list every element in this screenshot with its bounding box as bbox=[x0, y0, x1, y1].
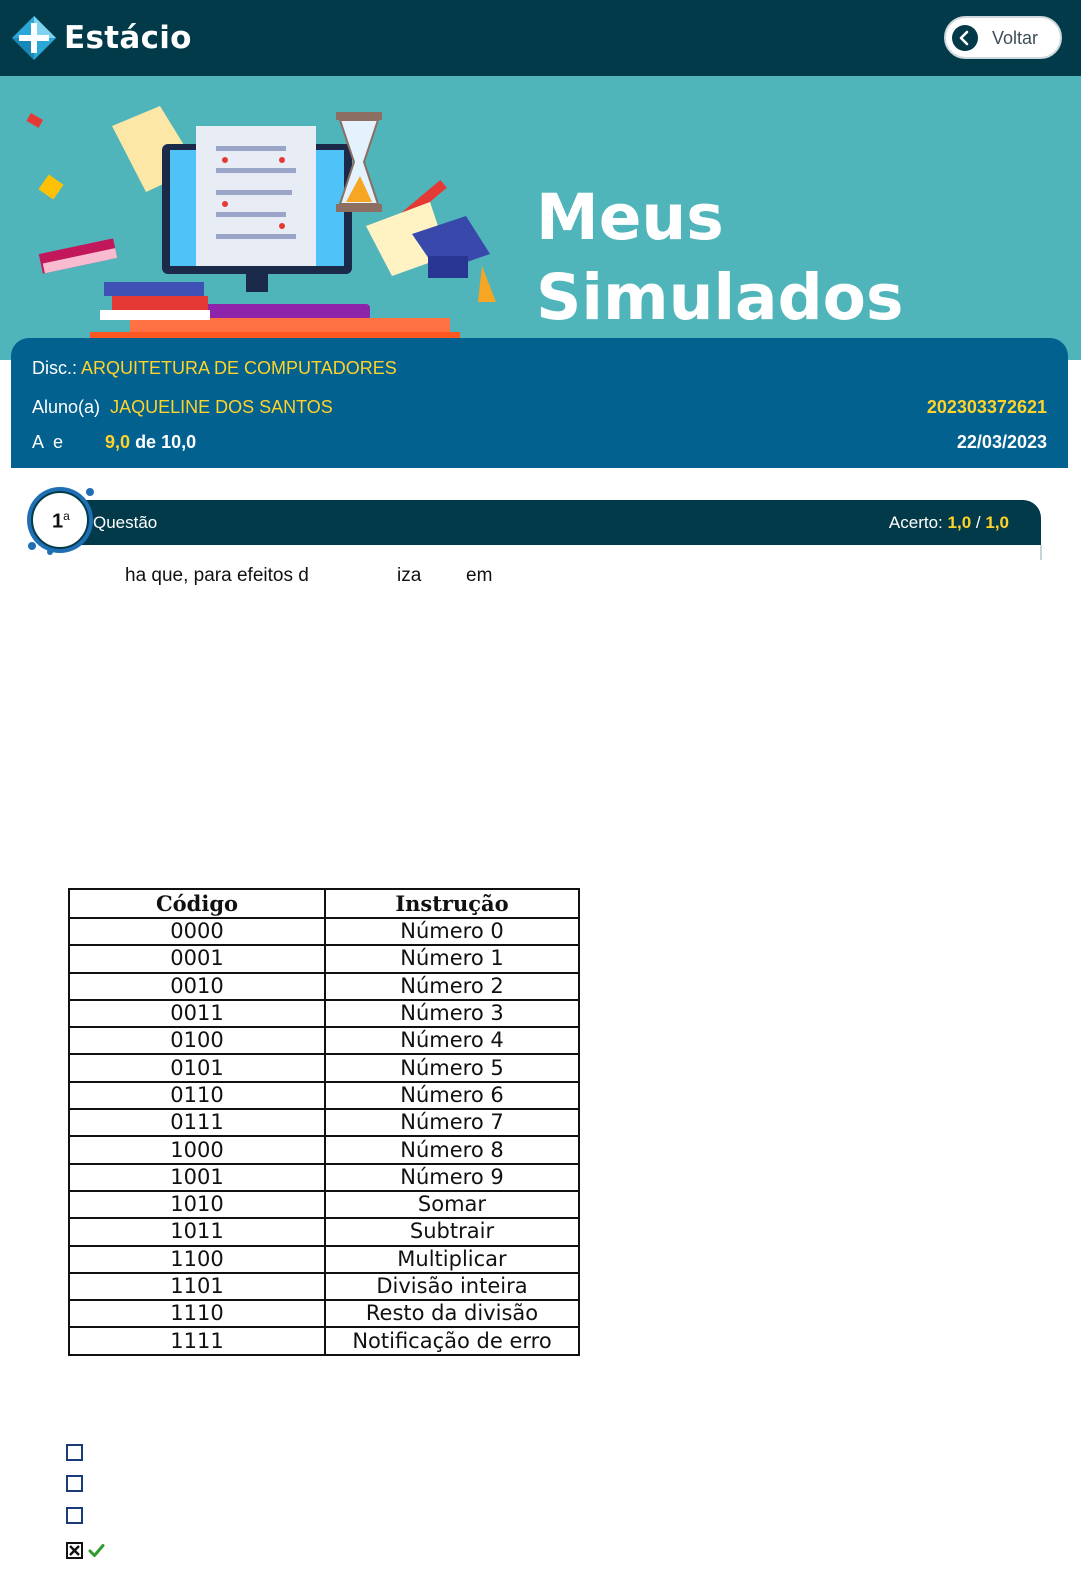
brand-name: Estácio bbox=[64, 20, 192, 56]
code-cell: 0000 bbox=[69, 918, 325, 945]
table-row bbox=[69, 1218, 579, 1245]
estacio-logo-icon bbox=[10, 14, 58, 62]
code-cell: 0110 bbox=[69, 1082, 325, 1109]
question-number-value: 1 bbox=[52, 510, 64, 533]
code-cell: 0100 bbox=[69, 1027, 325, 1054]
answer-option-checkbox[interactable] bbox=[66, 1475, 83, 1492]
x-mark-icon bbox=[68, 1544, 81, 1557]
instruction-cell: Número 9 bbox=[325, 1164, 579, 1191]
chevron-left-icon bbox=[952, 25, 978, 51]
check-icon bbox=[88, 1542, 105, 1559]
code-cell: 0101 bbox=[69, 1054, 325, 1081]
exam-date: 22/03/2023 bbox=[956, 432, 1047, 452]
question-label: Questão bbox=[93, 513, 158, 532]
column-header-instruction: Instrução bbox=[325, 889, 579, 918]
discipline-label: Disc.: bbox=[32, 358, 77, 378]
instruction-cell: Divisão inteira bbox=[325, 1273, 579, 1300]
code-cell: 1101 bbox=[69, 1273, 325, 1300]
acerto-label: Acerto: bbox=[888, 513, 943, 532]
instruction-cell: Somar bbox=[325, 1191, 579, 1218]
code-cell: 0011 bbox=[69, 1000, 325, 1027]
instruction-cell: Número 0 bbox=[325, 918, 579, 945]
question-text-part2: iza bbox=[397, 565, 422, 586]
table-row bbox=[69, 1273, 579, 1300]
table-row bbox=[69, 1027, 579, 1054]
instruction-cell: Subtrair bbox=[325, 1218, 579, 1245]
table-row bbox=[69, 1109, 579, 1136]
acerto-total: 1,0 bbox=[985, 513, 1009, 532]
score-row bbox=[32, 432, 196, 453]
answer-option-checkbox-selected[interactable] bbox=[66, 1542, 83, 1559]
table-row bbox=[69, 1054, 579, 1081]
instruction-cell: Número 6 bbox=[325, 1082, 579, 1109]
table-row bbox=[69, 1164, 579, 1191]
instruction-cell: Número 7 bbox=[325, 1109, 579, 1136]
table-row bbox=[69, 1000, 579, 1027]
instruction-cell: Multiplicar bbox=[325, 1246, 579, 1273]
exam-info-card bbox=[11, 338, 1068, 468]
table-row bbox=[69, 1300, 579, 1327]
divider bbox=[1040, 545, 1042, 560]
instruction-cell: Notificação de erro bbox=[325, 1327, 579, 1354]
question-ordinal: a bbox=[63, 509, 70, 523]
question-text-part3: em bbox=[466, 565, 493, 586]
code-cell: 0010 bbox=[69, 973, 325, 1000]
code-cell: 1000 bbox=[69, 1136, 325, 1163]
instruction-cell: Número 5 bbox=[325, 1054, 579, 1081]
code-cell: 1011 bbox=[69, 1218, 325, 1245]
instruction-code-table bbox=[68, 888, 580, 1356]
code-cell: 1100 bbox=[69, 1246, 325, 1273]
instruction-cell: Resto da divisão bbox=[325, 1300, 579, 1327]
code-cell: 1001 bbox=[69, 1164, 325, 1191]
code-cell: 0001 bbox=[69, 945, 325, 972]
code-cell: 1110 bbox=[69, 1300, 325, 1327]
page-title bbox=[536, 178, 903, 338]
table-row bbox=[69, 1191, 579, 1218]
table-row bbox=[69, 1246, 579, 1273]
table-row bbox=[69, 1082, 579, 1109]
score-total: de 10,0 bbox=[135, 432, 197, 452]
page-title-line1: Meus bbox=[536, 181, 724, 254]
acerto-separator: / bbox=[975, 513, 981, 532]
discipline-value: ARQUITETURA DE COMPUTADORES bbox=[81, 358, 397, 378]
top-bar bbox=[0, 0, 1081, 77]
acerto-value: 1,0 bbox=[947, 513, 972, 532]
table-row bbox=[69, 973, 579, 1000]
back-button-label: Voltar bbox=[992, 28, 1039, 48]
code-cell: 0111 bbox=[69, 1109, 325, 1136]
table-header-row bbox=[69, 889, 579, 918]
table-row bbox=[69, 945, 579, 972]
page-title-line2: Simulados bbox=[536, 261, 904, 334]
column-header-code: Código bbox=[69, 889, 325, 918]
answer-option-checkbox[interactable] bbox=[66, 1507, 83, 1524]
student-id: 202303372621 bbox=[926, 397, 1047, 417]
student-name: JAQUELINE DOS SANTOS bbox=[110, 397, 333, 417]
hero-banner bbox=[0, 76, 1081, 360]
instruction-cell: Número 2 bbox=[325, 973, 579, 1000]
discipline-row bbox=[32, 358, 397, 379]
student-row bbox=[32, 397, 333, 418]
code-cell: 1010 bbox=[69, 1191, 325, 1218]
score-label: A e bbox=[32, 432, 64, 452]
table-row bbox=[69, 918, 579, 945]
instruction-cell: Número 8 bbox=[325, 1136, 579, 1163]
question-number bbox=[52, 509, 70, 534]
score-value: 9,0 bbox=[105, 432, 131, 452]
back-button[interactable] bbox=[944, 16, 1062, 59]
question-text-part1: ha que, para efeitos d bbox=[125, 565, 309, 586]
code-cell: 1111 bbox=[69, 1327, 325, 1354]
answer-option-checkbox[interactable] bbox=[66, 1444, 83, 1461]
study-illustration-icon bbox=[20, 106, 520, 346]
table-row bbox=[69, 1136, 579, 1163]
student-label: Aluno(a) bbox=[32, 397, 101, 417]
table-row bbox=[69, 1327, 579, 1354]
question-score bbox=[889, 513, 1009, 533]
instruction-cell: Número 3 bbox=[325, 1000, 579, 1027]
question-header bbox=[46, 500, 1041, 545]
instruction-cell: Número 1 bbox=[325, 945, 579, 972]
instruction-cell: Número 4 bbox=[325, 1027, 579, 1054]
